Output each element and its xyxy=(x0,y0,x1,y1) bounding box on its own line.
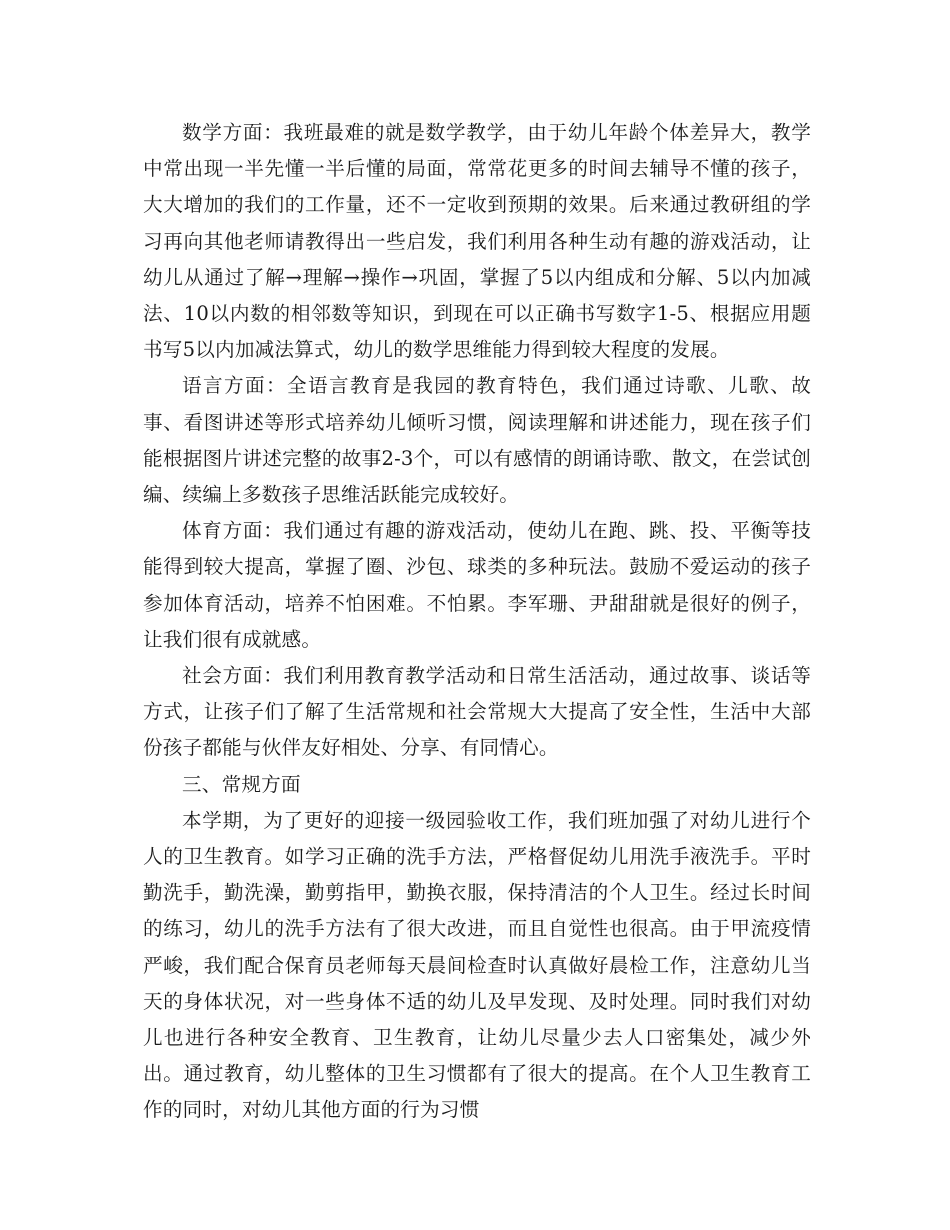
section-heading-routine: 三、常规方面 xyxy=(182,772,301,796)
paragraph-social: 社会方面：我们利用教育教学活动和日常生活活动，通过故事、谈话等方式，让孩子们了解了生活常规和社会常规大大提高了安全性，生活中大部份孩子都能与伙伴友好相处、分享、有同情心。 xyxy=(143,664,811,760)
paragraph-routine: 本学期，为了更好的迎接一级园验收工作，我们班加强了对幼儿进行个人的卫生教育。如学习正确的洗手方法，严格督促幼儿用洗手液洗手。平时勤洗手，勤洗澡，勤剪指甲，勤换衣服，保持清洁的个人卫生。经过长时间的练习，幼儿的洗手方法有了很大改进，而且自觉性也很高。由于甲流疫情严峻，我们配合保育员老师每天晨间检查时认真做好晨检工作，注意幼儿当天的身体状况，对一些身体不适的幼儿及早发现、及时处理。同时我们对幼儿也进行各种安全教育、卫生教育，让幼儿尽量少去人口密集处，减少外出。通过教育，幼儿整体的卫生习惯都有了很大的提高。在个人卫生教育工作的同时，对幼儿其他方面的行为习惯 xyxy=(143,808,811,1122)
paragraph-language: 语言方面：全语言教育是我园的教育特色，我们通过诗歌、儿歌、故事、看图讲述等形式培养幼儿倾听习惯，阅读理解和讲述能力，现在孩子们能根据图片讲述完整的故事2-3个，可以有感情的朗诵诗歌、散文，在尝试创编、续编上多数孩子思维活跃能完成较好。 xyxy=(143,374,811,507)
paragraph-sports: 体育方面：我们通过有趣的游戏活动，使幼儿在跑、跳、投、平衡等技能得到较大提高，掌握了圈、沙包、球类的多种玩法。鼓励不爱运动的孩子参加体育活动，培养不怕困难。不怕累。李军珊、尹甜甜就是很好的例子，让我们很有成就感。 xyxy=(143,519,811,651)
paragraph-math: 数学方面：我班最难的就是数学教学，由于幼儿年龄个体差异大，教学中常出现一半先懂一半后懂的局面，常常花更多的时间去辅导不懂的孩子，大大增加的我们的工作量，还不一定收到预期的效果。后来通过教研组的学习再向其他老师请教得出一些启发，我们利用各种生动有趣的游戏活动，让幼儿从通过了解→理解→操作→巩固，掌握了5以内组成和分解、5以内加减法、10以内数的相邻数等知识，到现在可以正确书写数字1-5、根据应用题书写5以内加减法算式，幼儿的数学思维能力得到较大程度的发展。 xyxy=(143,121,811,362)
document-body xyxy=(143,115,811,1129)
